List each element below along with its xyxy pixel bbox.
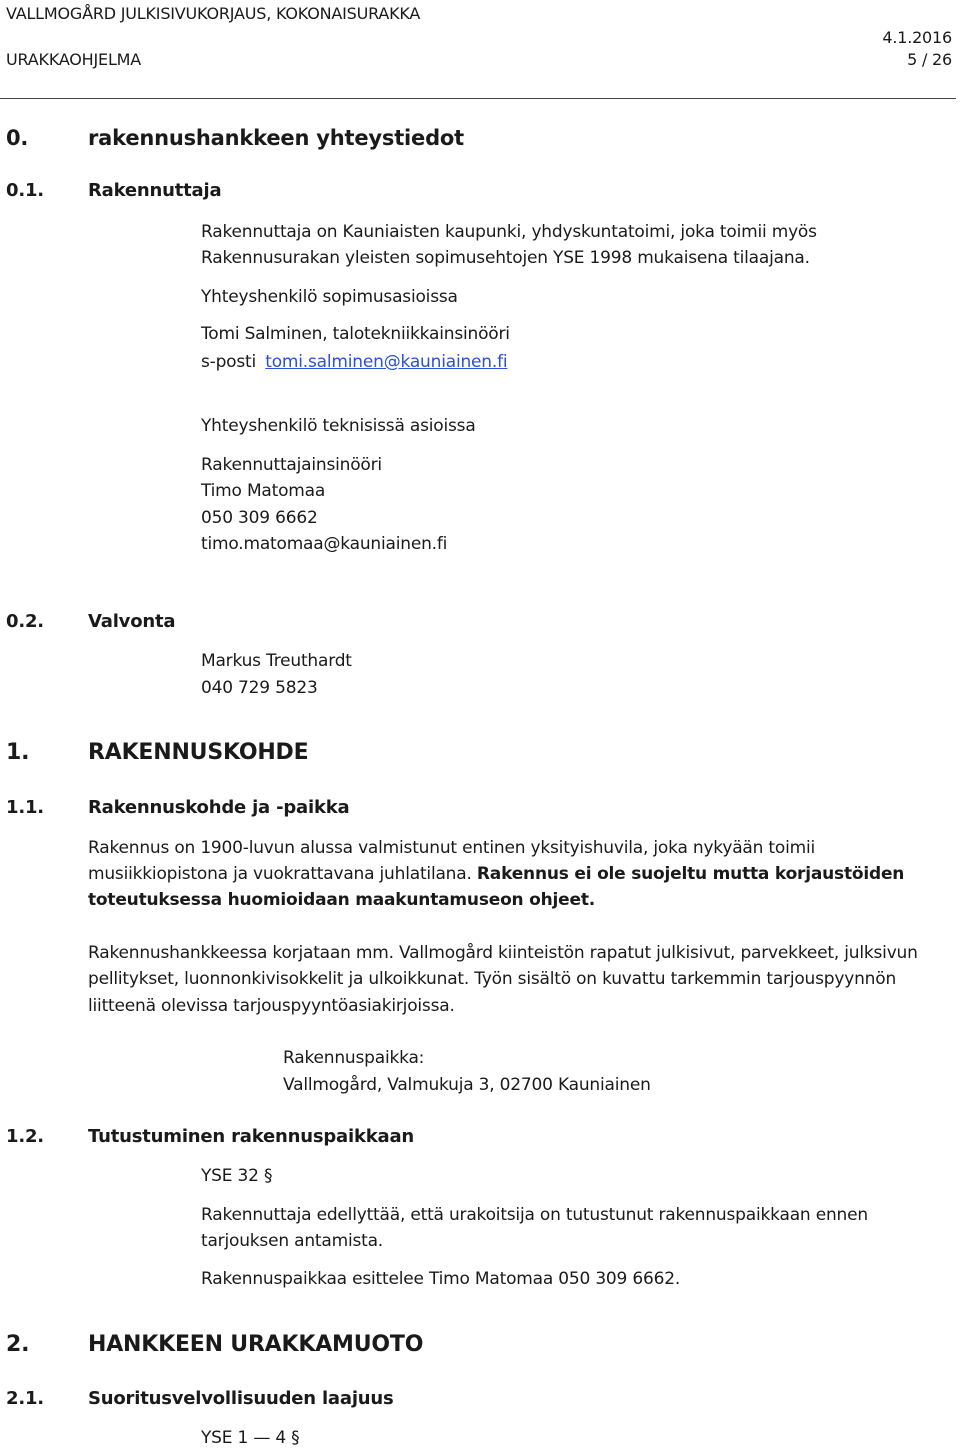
section-2-number: 2. — [6, 1332, 30, 1357]
contact-1-heading: Yhteyshenkilö sopimusasioissa — [201, 287, 458, 307]
section-2-1-title: Suoritusvelvollisuuden laajuus — [88, 1388, 394, 1409]
header-document-name: URAKKAOHJELMA — [6, 50, 142, 69]
section-0-2-title: Valvonta — [88, 611, 176, 632]
tutustuminen-line-3: Rakennuspaikkaa esittelee Timo Matomaa 050 309 6662. — [201, 1269, 681, 1289]
section-1-number: 1. — [6, 740, 30, 765]
contact-1-email-link[interactable]: tomi.salminen@kauniainen.fi — [265, 352, 508, 372]
section-0-2-number: 0.2. — [6, 611, 44, 632]
contact-2-phone: 050 309 6662 — [201, 508, 318, 528]
kohde-line-2-normal: musiikkiopistona ja vuokrattavana juhlatilana. — [88, 864, 472, 884]
hanke-paragraph-line-3: liitteenä olevissa tarjouspyyntöasiakirjoissa. — [88, 996, 455, 1016]
header-divider — [0, 98, 956, 99]
rakennuttaja-paragraph-line-1: Rakennuttaja on Kauniaisten kaupunki, yhdyskuntatoimi, joka toimii myös — [201, 222, 817, 242]
section-2-title: HANKKEEN URAKKAMUOTO — [88, 1332, 424, 1357]
yse-reference-32: YSE 32 § — [201, 1166, 273, 1186]
section-2-1-number: 2.1. — [6, 1388, 44, 1409]
yse-reference-1-4: YSE 1 — 4 § — [201, 1428, 300, 1448]
contact-2-heading: Yhteyshenkilö teknisissä asioissa — [201, 416, 476, 436]
rakennuspaikka-address: Vallmogård, Valmukuja 3, 02700 Kauniainen — [283, 1075, 651, 1095]
contact-2-name: Timo Matomaa — [201, 481, 326, 501]
kohde-paragraph-line-2 — [88, 866, 904, 883]
section-1-title: RAKENNUSKOHDE — [88, 740, 309, 765]
hanke-paragraph-line-1: Rakennushankkeessa korjataan mm. Vallmogård kiinteistön rapatut julkisivut, parvekkeet, julksivun — [88, 943, 918, 963]
contact-2-role: Rakennuttajainsinööri — [201, 455, 382, 475]
header-page-number: 5 / 26 — [907, 50, 952, 69]
header-date: 4.1.2016 — [882, 28, 952, 47]
kohde-paragraph-line-3-bold: toteutuksessa huomioidaan maakuntamuseon ohjeet. — [88, 890, 596, 910]
section-1-1-number: 1.1. — [6, 797, 44, 818]
valvonta-name: Markus Treuthardt — [201, 651, 352, 671]
hanke-paragraph-line-2: pellitykset, luonnonkivisokkelit ja ulkoikkunat. Työn sisältö on kuvattu tarkemmin tarjouspyynnön — [88, 969, 897, 989]
contact-1-email-row — [201, 354, 507, 371]
section-0-1-number: 0.1. — [6, 180, 44, 201]
section-1-2-title: Tutustuminen rakennuspaikkaan — [88, 1126, 415, 1147]
contact-1-email-label: s-posti — [201, 352, 257, 372]
tutustuminen-line-1: Rakennuttaja edellyttää, että urakoitsija on tutustunut rakennuspaikkaan ennen — [201, 1205, 868, 1225]
valvonta-phone: 040 729 5823 — [201, 678, 318, 698]
section-0-title: rakennushankkeen yhteystiedot — [88, 126, 464, 150]
kohde-paragraph-line-1: Rakennus on 1900-luvun alussa valmistunut entinen yksityishuvila, joka nykyään toimii — [88, 838, 816, 858]
section-1-1-title: Rakennuskohde ja -paikka — [88, 797, 350, 818]
section-0-1-title: Rakennuttaja — [88, 180, 222, 201]
header-project-title: VALLMOGÅRD JULKISIVUKORJAUS, KOKONAISURAKKA — [6, 4, 421, 23]
contact-2-email: timo.matomaa@kauniainen.fi — [201, 534, 448, 554]
section-0-number: 0. — [6, 126, 29, 150]
tutustuminen-line-2: tarjouksen antamista. — [201, 1231, 384, 1251]
contact-1-name: Tomi Salminen, talotekniikkainsinööri — [201, 324, 510, 344]
rakennuspaikka-label: Rakennuspaikka: — [283, 1048, 425, 1068]
rakennuttaja-paragraph-line-2: Rakennusurakan yleisten sopimusehtojen YSE 1998 mukaisena tilaajana. — [201, 248, 810, 268]
section-1-2-number: 1.2. — [6, 1126, 44, 1147]
kohde-line-2-bold: Rakennus ei ole suojeltu mutta korjaustöiden — [476, 864, 905, 884]
